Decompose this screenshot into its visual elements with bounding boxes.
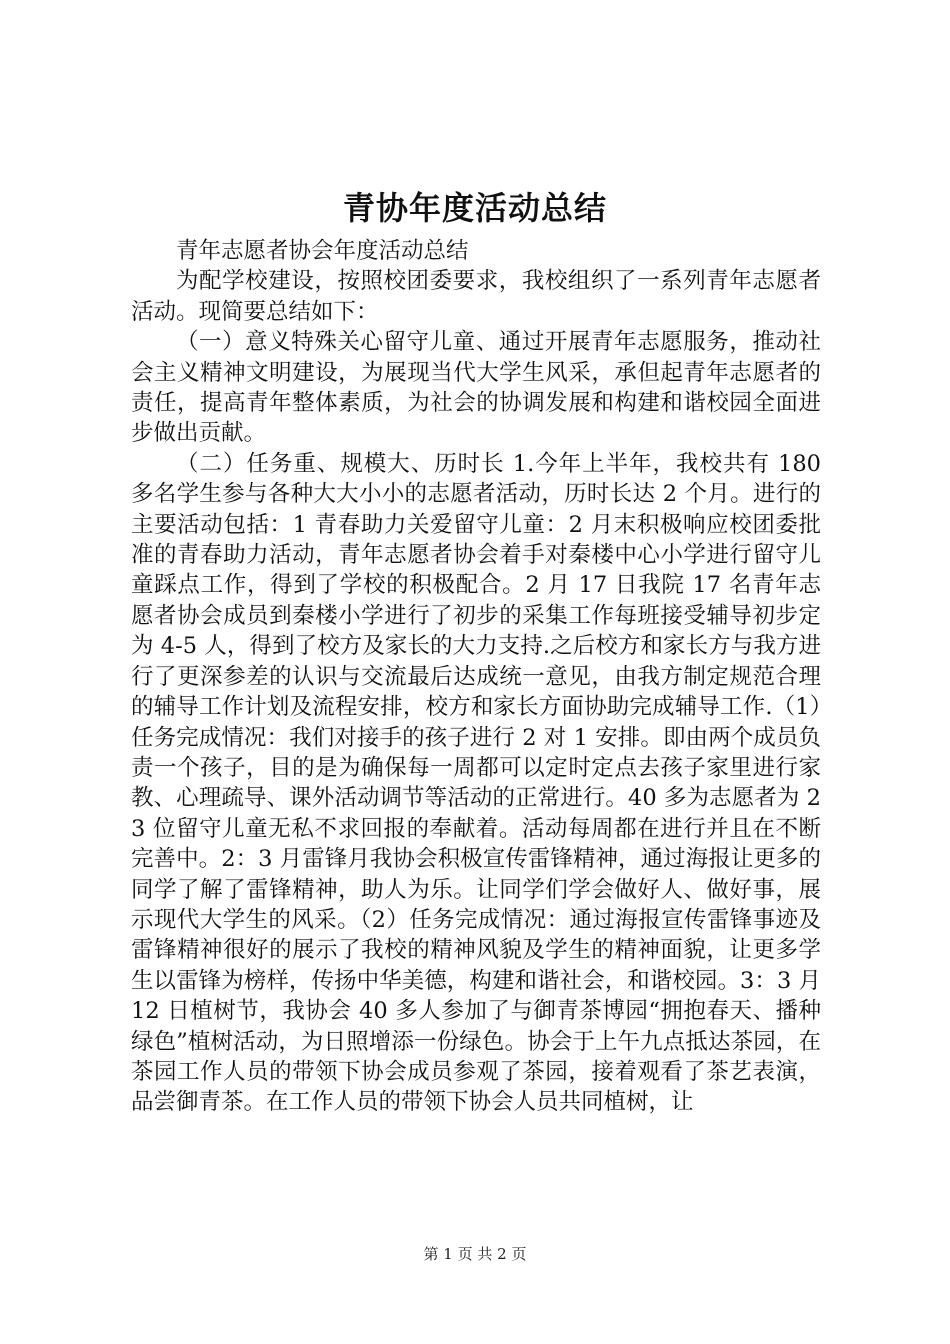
body-paragraph-section-2: （二）任务重、规模大、历时长 1.今年上半年，我校共有 180 多名学生参与各种大大小小的志愿者活动，历时长达 2 个月。进行的主要活动包括：1 青春助力关爱留守儿童：2 月末积极响应校团委批准的青春助力活动，青年志愿者协会着手对秦楼中心小学进行留守儿童踩点工作，得到了学校的积极配合。2 月 17 日我院 17 名青年志愿者协会成员到秦楼小学进行了初步的采集工作每班接受辅导初步定为 4-5 人，得到了校方及家长的大力支持.之后校方和家长方与我方进行了更深参差的认识与交流最后达成统一意见，由我方制定规范合理的辅导工作计划及流程安排，校方和家长方面协助完成辅导工作.（1）任务完成情况：我们对接手的孩子进行 2 对 1 安排。即由两个成员负责一个孩子，目的是为确保每一周都可以定时定点去孩子家里进行家教、心理疏导、课外活动调节等活动的正常进行。40 多为志愿者为 23 位留守儿童无私不求回报的奉献着。活动每周都在进行并且在不断完善中。2：3 月雷锋月我协会积极宣传雷锋精神，通过海报让更多的同学了解了雷锋精神，助人为乐。让同学们学会做好人、做好事，展示现代大学生的风采。（2）任务完成情况：通过海报宣传雷锋事迹及雷锋精神很好的展示了我校的精神风貌及学生的精神面貌，让更多学生以雷锋为榜样，传扬中华美德，构建和谐社会，和谐校园。3：3 月 12 日植树节，我协会 40 多人参加了与御青茶博园“拥抱春天、播种绿色”植树活动，为日照增添一份绿色。协会于上午九点抵达茶园，在茶园工作人员的带领下协会成员参观了茶园，接着观看了茶艺表演，品尝御青茶。在工作人员的带领下协会人员共同植树，让 bbox=[131, 450, 821, 1116]
document-body bbox=[131, 236, 821, 1118]
body-paragraph-subtitle: 青年志愿者协会年度活动总结 bbox=[176, 238, 469, 264]
document-title: 青协年度活动总结 bbox=[342, 189, 607, 227]
body-paragraph-intro: 为配学校建设，按照校团委要求，我校组织了一系列青年志愿者活动。现简要总结如下： bbox=[131, 268, 821, 325]
page-footer: 第 1 页 共 2 页 bbox=[423, 1245, 527, 1263]
body-paragraph-section-1: （一）意义特殊关心留守儿童、通过开展青年志愿服务，推动社会主义精神文明建设，为展现当代大学生风采，承但起青年志愿者的责任，提高青年整体素质，为社会的协调发展和构建和谐校园全面进步做出贡献。 bbox=[131, 329, 821, 447]
